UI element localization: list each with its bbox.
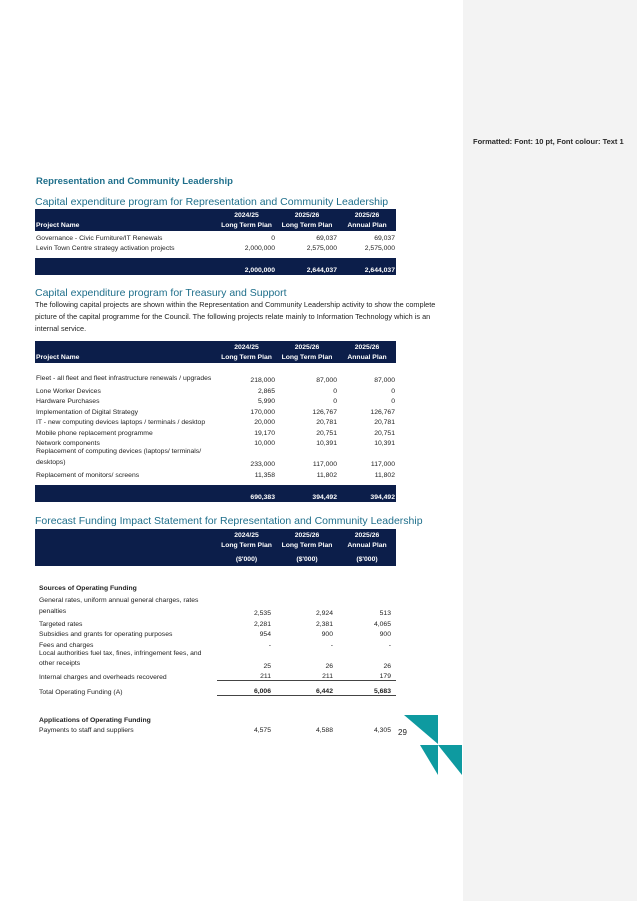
table1-header-col2-bottom: Long Term Plan [281,222,333,229]
table-row [35,231,396,242]
project-name: Governance - Civic Furniture/IT Renewals [36,234,163,242]
ffis-header-col1-bottom: Long Term Plan [221,542,272,549]
value-2024-ltp: 170,000 [250,408,275,416]
project-name: Implementation of Digital Strategy [36,408,139,416]
table-row [35,670,396,681]
value-2024-ltp: 2,281 [253,620,271,628]
value-2024-ltp: - [268,641,271,649]
table1-header-col2-top: 2025/26 [294,212,320,219]
table-row [35,724,396,735]
value-2024-ltp: 25 [263,662,271,670]
project-name: IT - new computing devices laptops / terminals / desktop [36,419,206,426]
ffis-header-col2-bottom: Long Term Plan [281,542,333,549]
table-row [35,395,396,406]
table1-header-col1-bottom: Long Term Plan [221,222,272,229]
value-2024-ltp: 233,000 [250,461,275,468]
project-name: Replacement of computing devices (laptops/ terminals/ desktops) [36,448,202,466]
comment-sidebar [463,0,637,901]
value-2025-ltp: 4,588 [315,727,333,734]
funding-item: Internal charges and overheads recovered [39,673,167,681]
value-2025-ap: 87,000 [374,377,395,384]
value-2025-ap: 0 [391,398,395,405]
table-row [35,437,396,448]
project-name: Fleet - all fleet and fleet infrastructure renewals / upgrades [36,374,212,382]
table-row [35,596,396,617]
ffis-table [35,529,396,734]
value-2025-ap: 11,802 [374,471,395,479]
value-2024-ltp: 0 [271,234,275,242]
table2-title: Capital expenditure program for Treasury and Support [35,287,287,299]
table-row [35,242,396,253]
total-2024-ltp: 2,000,000 [217,258,276,275]
total-operating-funding-row [35,681,396,696]
project-name: Mobile phone replacement programme [36,429,153,437]
table2-total-row [35,485,396,502]
value-2025-ap: 20,751 [374,429,395,437]
value-2025-ltp: 20,781 [316,419,337,426]
table-row [35,617,396,628]
table1-header-col3 [338,209,396,231]
funding-item: Fees and charges [39,641,94,649]
section-heading: Representation and Community Leadership [36,176,233,187]
table2-intro: The following capital projects are shown within the Representation and Community Leadership activity to show the complete picture of the capital programme for the Council. The following projects relate mainly to Information Technology which is an internal service. [35,300,436,333]
applications-label: Applications of Operating Funding [39,716,151,724]
total-2025-ltp: 2,644,037 [276,258,338,275]
table-row [35,638,396,649]
ffis-header-col1-top: 2024/25 [234,532,259,539]
ffis-header-col1 [217,529,276,551]
value-2025-ap: 2,575,000 [364,245,395,252]
value-2024-ltp: 5,990 [257,398,275,405]
table2-header-col2-bottom: Long Term Plan [281,354,333,361]
total-2025-ltp: 394,492 [276,485,338,502]
ffis-title: Forecast Funding Impact Statement for Representation and Community Leadership [35,515,423,527]
value-2025-ap: 126,767 [370,408,395,416]
total-label-cell [35,485,217,502]
table-row [35,426,396,437]
table-row [35,405,396,416]
ffis-units-blank [35,551,217,566]
value-2025-ltp: 211 [276,670,338,681]
comment-sidebar-label: Formatted: Font: 10 pt, Font colour: Text 1 [473,137,624,146]
value-2025-ap: 900 [379,631,391,638]
table2-header-col3-bottom: Annual Plan [347,354,387,361]
ffis-unit-col3: ($'000) [356,556,378,563]
total-2025-ap: 2,644,037 [338,258,396,275]
value-2025-ltp: - [330,641,333,649]
value-2025-ap: 20,781 [374,419,395,426]
table1-header-col1 [217,209,276,231]
total-2025-ltp: 6,442 [276,681,338,696]
value-2025-ap: 117,000 [370,461,395,468]
value-2024-ltp: 10,000 [254,440,275,447]
table2 [35,341,396,502]
value-2025-ltp: 0 [333,398,337,405]
table2-header-col1-top: 2024/25 [234,344,259,351]
value-2025-ltp: 26 [325,662,333,670]
table1 [35,209,396,275]
funding-item: Payments to staff and suppliers [39,727,134,734]
value-2025-ltp: 2,575,000 [306,245,337,252]
table2-header-col2-top: 2025/26 [294,344,320,351]
teal-triangle-right [438,745,462,775]
ffis-unit-col2: ($'000) [296,556,318,563]
value-2024-ltp: 11,358 [254,471,275,479]
value-2025-ap: 69,037 [374,234,395,242]
value-2025-ap: 4,305 [373,727,391,734]
table1-header-col2 [276,209,338,231]
value-2025-ap: 10,391 [374,440,395,447]
value-2025-ltp: 87,000 [316,377,337,384]
spacer-row [35,696,396,712]
total-2025-ap: 5,683 [338,681,396,696]
ffis-header-col2 [276,529,338,551]
table1-header-col1-top: 2024/25 [234,212,259,219]
total-label-cell [35,258,217,275]
value-2025-ltp: 0 [333,387,337,395]
table1-header-col3-top: 2025/26 [354,212,380,219]
value-2025-ltp: 126,767 [312,408,337,416]
table-row [35,363,396,384]
table2-header-col3-top: 2025/26 [354,344,380,351]
value-2025-ap: 0 [391,387,395,395]
project-name: Replacement of monitors/ screens [36,471,140,479]
ffis-header-col3-bottom: Annual Plan [347,542,387,549]
applications-label-row [35,712,396,724]
project-name: Network components [36,440,100,447]
value-2024-ltp: 19,170 [254,429,275,437]
project-name: Levin Town Centre strategy activation projects [36,245,175,252]
table2-header-col1 [217,341,276,363]
table2-header-name: Project Name [36,354,80,361]
value-2024-ltp: 4,575 [253,727,271,734]
value-2024-ltp: 2,865 [257,387,275,395]
value-2024-ltp: 20,000 [254,419,275,426]
value-2024-ltp: 954 [259,631,271,638]
value-2024-ltp: 218,000 [250,377,275,384]
total-2025-ap: 394,492 [338,485,396,502]
ffis-header-col2-top: 2025/26 [294,532,320,539]
value-2025-ltp: 900 [321,631,333,638]
table1-header-col3-bottom: Annual Plan [347,222,387,229]
value-2025-ap: 179 [338,670,396,681]
table-row [35,468,396,479]
value-2024-ltp: 2,000,000 [244,245,275,252]
ffis-header-col3-top: 2025/26 [354,532,380,539]
teal-triangle-left [420,745,438,775]
project-name: Hardware Purchases [36,398,100,405]
value-2025-ltp: 11,802 [316,471,337,479]
value-2025-ltp: 20,751 [316,429,337,437]
value-2025-ap: - [388,641,391,649]
spacer-row [35,566,396,580]
table-row [35,628,396,639]
teal-triangle-large [404,715,438,744]
page-number: 29 [398,728,407,737]
value-2025-ltp: 2,381 [315,620,333,628]
table2-header-col1-bottom: Long Term Plan [221,354,272,361]
table-row [35,384,396,395]
table-row [35,416,396,427]
value-2025-ap: 4,065 [373,620,391,628]
table1-header-row [35,209,396,231]
total-operating-funding-label: Total Operating Funding (A) [39,688,123,696]
table2-header-col3 [338,341,396,363]
table1-header-name: Project Name [36,222,80,229]
triangle-decoration [396,715,462,775]
funding-item: Local authorities fuel tax, fines, infringement fees, and other receipts [39,649,202,667]
value-2025-ltp: 117,000 [312,461,337,468]
value-2025-ltp: 69,037 [316,234,337,242]
total-2024-ltp: 6,006 [217,681,276,696]
funding-item: General rates, uniform annual general charges, rates penalties [39,597,199,615]
table-row [35,447,396,468]
ffis-header-row [35,529,396,551]
project-name: Lone Worker Devices [36,387,101,395]
table1-title: Capital expenditure program for Representation and Community Leadership [35,196,389,208]
value-2024-ltp: 211 [217,670,276,681]
total-2024-ltp: 690,383 [217,485,276,502]
funding-item: Targeted rates [39,620,83,628]
funding-item: Subsidies and grants for operating purposes [39,631,173,638]
sources-label: Sources of Operating Funding [39,585,137,592]
value-2025-ltp: 10,391 [316,440,337,447]
ffis-header-blank [35,529,217,551]
ffis-header-col3 [338,529,396,551]
table1-total-row [35,258,396,275]
value-2025-ap: 513 [379,610,391,617]
table-row [35,649,396,670]
table2-header-col2 [276,341,338,363]
value-2025-ap: 26 [383,662,391,670]
ffis-unit-col1: ($'000) [235,556,258,563]
value-2025-ltp: 2,924 [315,610,333,617]
ffis-units-row [35,551,396,566]
value-2024-ltp: 2,535 [253,610,271,617]
table2-header-row [35,341,396,363]
sources-label-row [35,580,396,592]
